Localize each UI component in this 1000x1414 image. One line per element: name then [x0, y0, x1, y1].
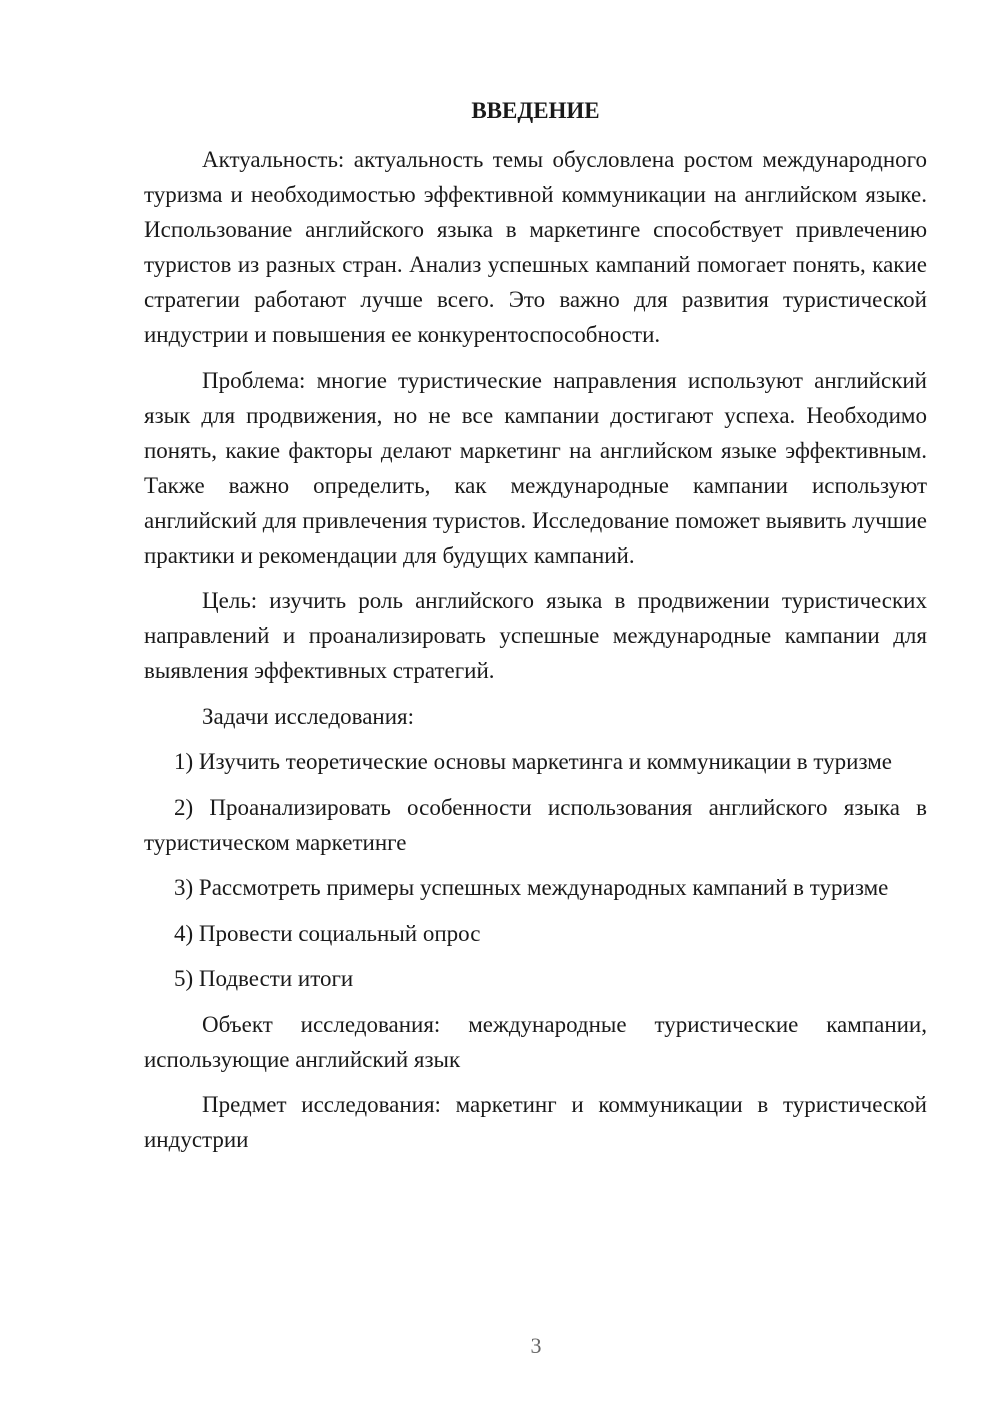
- task-item: 1) Изучить теоретические основы маркетинга и коммуникации в туризме: [174, 749, 892, 774]
- task-item: 4) Провести социальный опрос: [174, 920, 481, 946]
- task-item: 2) Проанализировать особенности использования английского языка в туристическом маркетинге: [144, 794, 927, 855]
- page-number: 3: [530, 1333, 542, 1358]
- paragraph-goal: Цель: изучить роль английского языка в продвижении туристических направлений и проанализировать успешные международные кампании для выявления эффективных стратегий.: [144, 588, 927, 683]
- task-item: 5) Подвести итоги: [174, 966, 354, 991]
- document-body: [144, 142, 927, 1168]
- paragraph-tasks-heading: Задачи исследования:: [202, 703, 415, 729]
- paragraph-relevance: Актуальность: актуальность темы обусловлена ростом международного туризма и необходимостью эффективной коммуникации на английском языке. Использование английского языка в маркетинге способствует привлечению туристов из разных стран. Анализ успешных кампаний помогает понять, какие стратегии работают лучше всего. Это важно для развития туристической индустрии и повышения ее конкурентоспособности.: [144, 147, 927, 347]
- page-title: ВВЕДЕНИЕ: [471, 98, 600, 123]
- paragraph-problem: Проблема: многие туристические направления используют английский язык для продвижения, но не все кампании достигают успеха. Необходимо понять, какие факторы делают маркетинг на английском языке эффективным. Также важно определить, как международные кампании используют английский для привлечения туристов. Исследование поможет выявить лучшие практики и рекомендации для будущих кампаний.: [144, 367, 927, 568]
- task-item: 3) Рассмотреть примеры успешных международных кампаний в туризме: [174, 875, 889, 900]
- paragraph-object: Объект исследования: международные туристические кампании, использующие английский язык: [144, 1011, 927, 1072]
- paragraph-subject: Предмет исследования: маркетинг и коммуникации в туристической индустрии: [144, 1092, 927, 1152]
